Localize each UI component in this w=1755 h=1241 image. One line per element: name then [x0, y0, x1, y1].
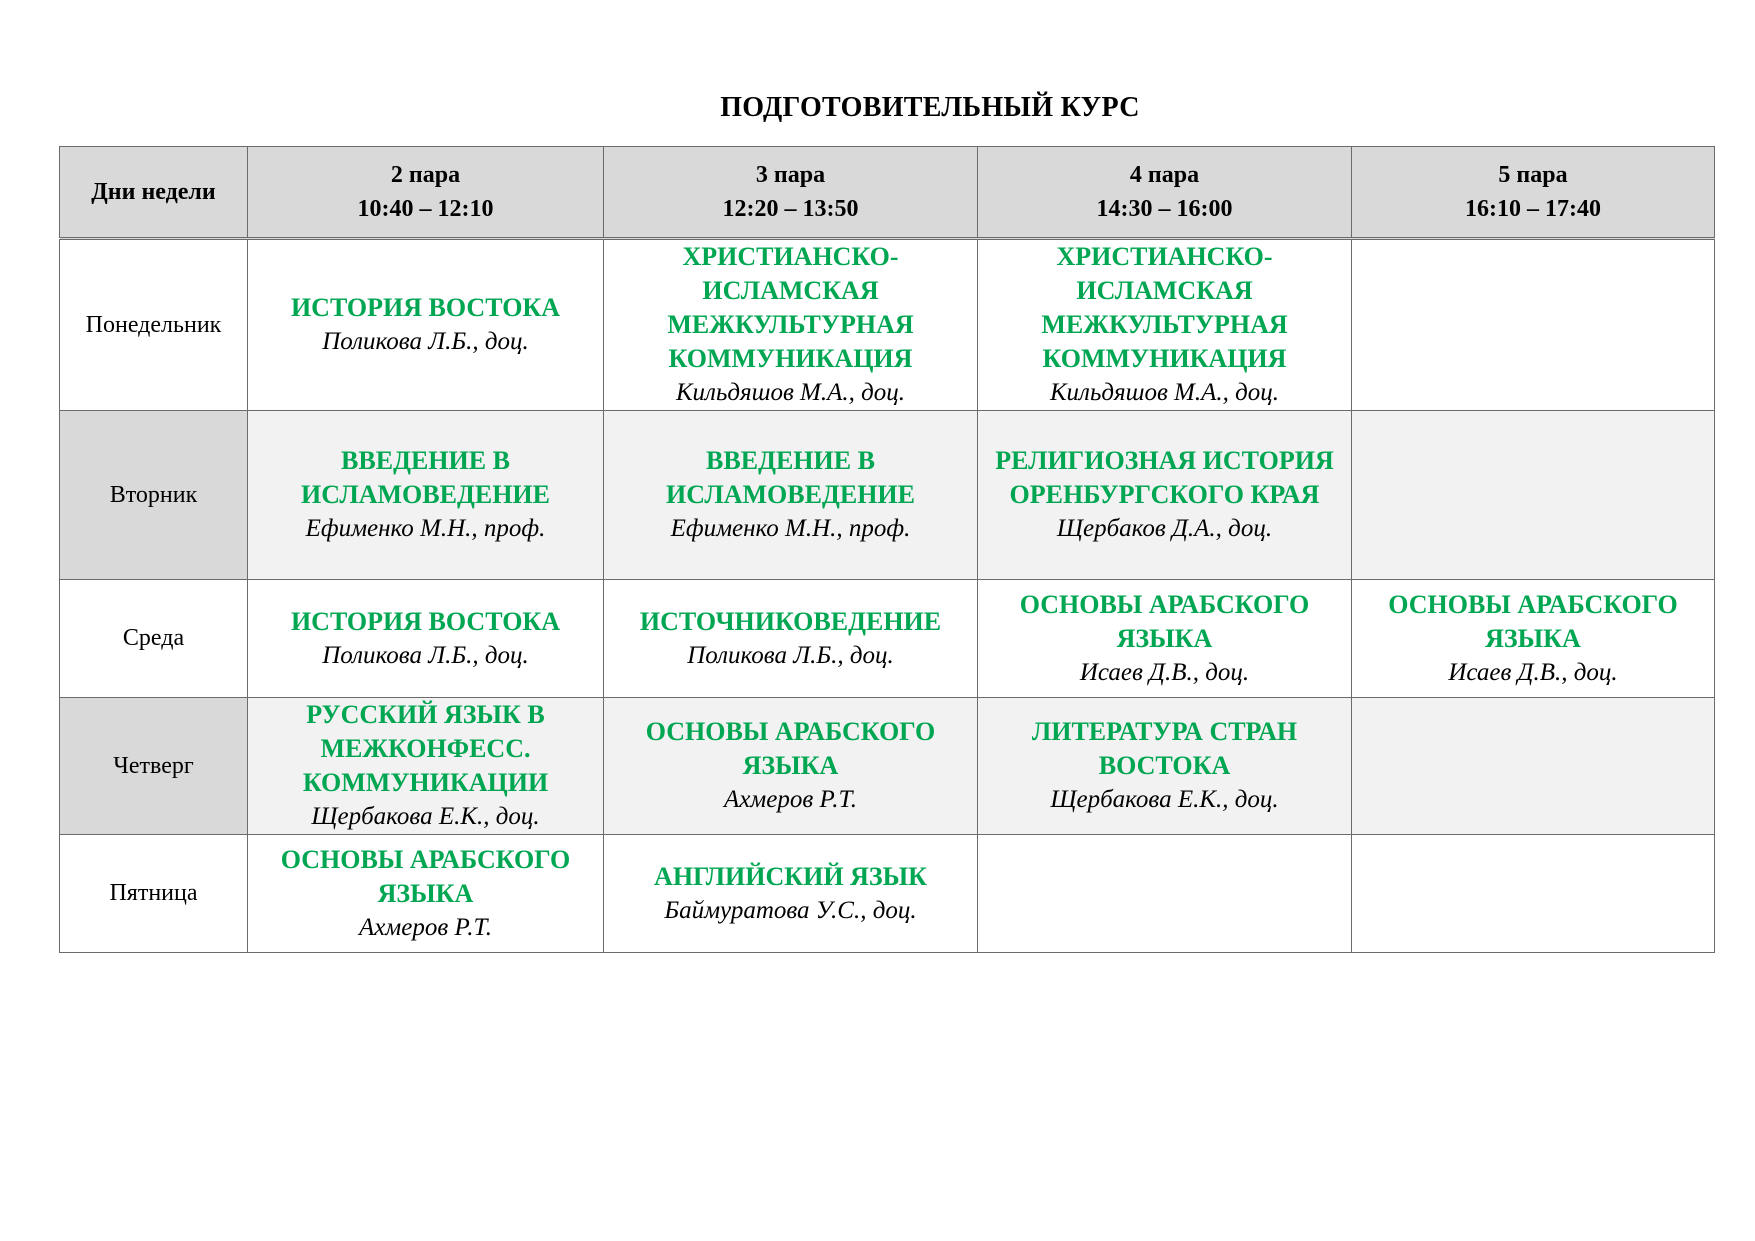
class-cell — [248, 411, 604, 580]
header-days — [60, 147, 248, 239]
subject: ХРИСТИАНСКО-ИСЛАМСКАЯ МЕЖКУЛЬТУРНАЯ КОММУНИКАЦИЯ — [1041, 242, 1288, 373]
header-days-label: Дни недели — [91, 179, 216, 205]
teacher: Ефименко М.Н., проф. — [305, 515, 546, 542]
header-slot — [1352, 147, 1715, 239]
class-cell — [1352, 411, 1715, 580]
table-row — [60, 411, 1715, 580]
day-cell: Среда — [60, 580, 248, 698]
teacher: Баймуратова У.С., доц. — [664, 896, 917, 924]
subject: ИСТОРИЯ ВОСТОКА — [290, 293, 561, 322]
day-cell: Четверг — [60, 698, 248, 835]
teacher: Поликова Л.Б., доц. — [322, 328, 529, 355]
class-cell — [978, 411, 1352, 580]
class-cell — [978, 698, 1352, 835]
class-cell — [248, 239, 604, 411]
class-cell — [1352, 698, 1715, 835]
teacher: Ахмеров Р.Т. — [723, 786, 858, 813]
slot-name: 2 пара — [390, 162, 461, 188]
day-cell: Понедельник — [60, 239, 248, 411]
slot-name: 5 пара — [1498, 162, 1568, 188]
slot-name: 3 пара — [755, 162, 826, 188]
class-cell — [604, 239, 978, 411]
table-row — [60, 835, 1715, 953]
teacher: Кильдяшов М.А., доц. — [675, 379, 906, 406]
subject: ИСТОЧНИКОВЕДЕНИЕ — [639, 606, 942, 636]
class-cell — [978, 239, 1352, 411]
class-cell — [604, 698, 978, 835]
subject: ВВЕДЕНИЕ В ИСЛАМОВЕДЕНИЕ — [301, 446, 550, 509]
subject: ОСНОВЫ АРАБСКОГО ЯЗЫКА — [1388, 589, 1678, 653]
teacher: Исаев Д.В., доц. — [1079, 658, 1250, 686]
slot-time: 12:20 – 13:50 — [722, 196, 859, 222]
class-cell — [248, 835, 604, 953]
teacher: Ахмеров Р.Т. — [358, 913, 493, 941]
header-slot — [248, 147, 604, 239]
subject: АНГЛИЙСКИЙ ЯЗЫК — [654, 861, 927, 891]
class-cell — [978, 835, 1352, 953]
slot-time: 16:10 – 17:40 — [1465, 196, 1601, 222]
class-cell — [1352, 580, 1715, 698]
class-cell — [604, 580, 978, 698]
table-row — [60, 580, 1715, 698]
subject: РУССКИЙ ЯЗЫК В МЕЖКОНФЕСС. КОММУНИКАЦИИ — [302, 700, 549, 797]
subject: ХРИСТИАНСКО-ИСЛАМСКАЯ МЕЖКУЛЬТУРНАЯ КОММУНИКАЦИЯ — [667, 242, 914, 373]
slot-time: 10:40 – 12:10 — [357, 196, 494, 222]
header-slot — [604, 147, 978, 239]
teacher: Поликова Л.Б., доц. — [322, 641, 529, 669]
subject: ОСНОВЫ АРАБСКОГО ЯЗЫКА — [1019, 589, 1310, 653]
subject: ЛИТЕРАТУРА СТРАН ВОСТОКА — [1031, 717, 1298, 780]
teacher: Ефименко М.Н., проф. — [670, 515, 911, 542]
table-row — [60, 698, 1715, 835]
teacher: Исаев Д.В., доц. — [1448, 658, 1618, 686]
header-slot — [978, 147, 1352, 239]
page-title: ПОДГОТОВИТЕЛЬНЫЙ КУРС — [720, 92, 1140, 123]
header-row — [60, 147, 1715, 239]
class-cell — [248, 580, 604, 698]
day-cell: Пятница — [60, 835, 248, 953]
subject: ОСНОВЫ АРАБСКОГО ЯЗЫКА — [645, 717, 936, 780]
table-row — [60, 239, 1715, 411]
class-cell — [1352, 239, 1715, 411]
teacher: Щербаков Д.А., доц. — [1056, 515, 1273, 542]
teacher: Поликова Л.Б., доц. — [687, 641, 894, 669]
class-cell — [1352, 835, 1715, 953]
class-cell — [604, 411, 978, 580]
subject: ВВЕДЕНИЕ В ИСЛАМОВЕДЕНИЕ — [666, 446, 915, 509]
slot-name: 4 пара — [1129, 162, 1200, 188]
class-cell — [978, 580, 1352, 698]
class-cell — [248, 698, 604, 835]
subject: ОСНОВЫ АРАБСКОГО ЯЗЫКА — [280, 844, 571, 908]
subject: РЕЛИГИОЗНАЯ ИСТОРИЯ ОРЕНБУРГСКОГО КРАЯ — [995, 446, 1334, 509]
class-cell — [604, 835, 978, 953]
day-cell: Вторник — [60, 411, 248, 580]
teacher: Щербакова Е.К., доц. — [311, 803, 540, 830]
slot-time: 14:30 – 16:00 — [1096, 196, 1233, 222]
schedule-table — [59, 146, 1715, 953]
subject: ИСТОРИЯ ВОСТОКА — [290, 606, 561, 636]
teacher: Щербакова Е.К., доц. — [1050, 786, 1279, 813]
teacher: Кильдяшов М.А., доц. — [1049, 379, 1280, 406]
